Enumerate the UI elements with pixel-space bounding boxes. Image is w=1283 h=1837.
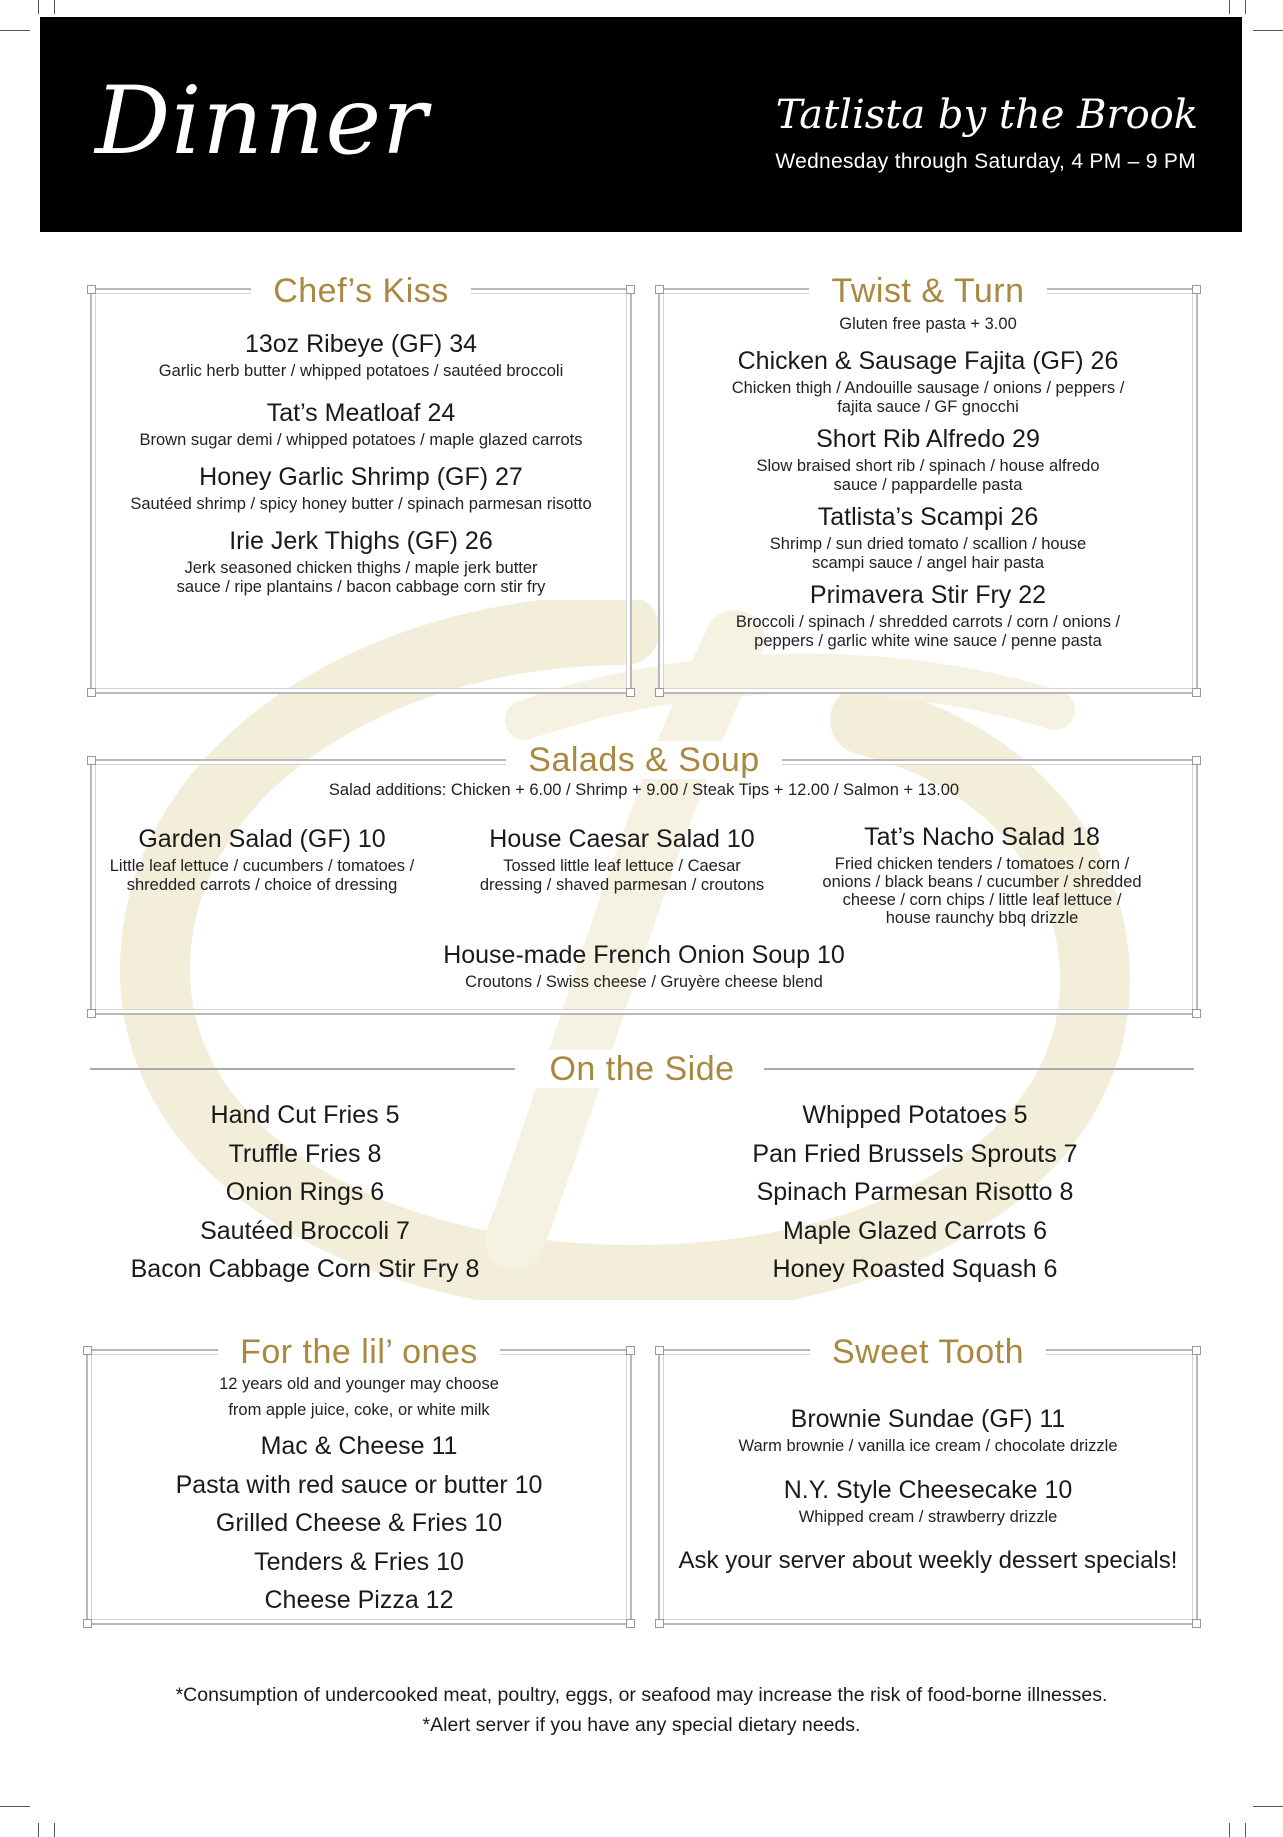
footer-disclaimer [0, 1680, 1283, 1740]
box-corner-ornament [1192, 285, 1201, 294]
list-item: Grilled Cheese & Fries 10 [215, 1509, 503, 1537]
menu-item [442, 827, 802, 895]
item-name: House-made French Onion Soup 10 [443, 941, 845, 969]
crop-mark [1229, 1823, 1230, 1837]
section-title: Twist & Turn [660, 274, 1196, 308]
item-description: Brown sugar demi / whipped potatoes / maple glazed carrots [139, 431, 583, 449]
opening-hours: Wednesday through Saturday, 4 PM – 9 PM [775, 150, 1196, 173]
list-item: Pan Fried Brussels Sprouts 7 [752, 1139, 1078, 1168]
sweet-tooth-section [658, 1333, 1198, 1625]
header-banner [40, 17, 1242, 232]
crop-mark [38, 1823, 39, 1837]
menu-item [92, 827, 432, 895]
item-description: Tossed little leaf lettuce / Caesar dressing / shaved parmesan / croutons [479, 857, 765, 894]
item-name: Tat’s Nacho Salad 18 [864, 823, 1100, 851]
box-corner-ornament [83, 1346, 92, 1355]
salad-additions-note: Salad additions: Chicken + 6.00 / Shrimp + 9.00 / Steak Tips + 12.00 / Salmon + 13.00 [328, 781, 960, 799]
item-description: Little leaf lettuce / cucumbers / tomatoes / shredded carrots / choice of dressing [109, 857, 415, 894]
page-title: Dinner [95, 67, 429, 176]
menu-item [660, 1407, 1196, 1456]
item-name: N.Y. Style Cheesecake 10 [783, 1476, 1073, 1504]
list-item: Pasta with red sauce or butter 10 [175, 1470, 543, 1499]
item-description: Croutons / Swiss cheese / Gruyère cheese blend [465, 973, 823, 991]
twist-turn-section [658, 272, 1198, 694]
list-item: Bacon Cabbage Corn Stir Fry 8 [130, 1255, 480, 1283]
item-name: House Caesar Salad 10 [489, 825, 755, 853]
menu-item [92, 943, 1196, 992]
on-the-side-section [90, 1050, 1194, 1290]
box-corner-ornament [87, 285, 96, 294]
item-name: Primavera Stir Fry 22 [809, 581, 1047, 609]
section-title: Sweet Tooth [660, 1335, 1196, 1369]
box-corner-ornament [87, 1009, 96, 1018]
menu-item [660, 427, 1196, 495]
item-name: Tatlista’s Scampi 26 [817, 503, 1039, 531]
list-item: Spinach Parmesan Risotto 8 [756, 1178, 1074, 1206]
sides-right-list [730, 1096, 1100, 1289]
menu-item [92, 332, 630, 381]
section-title: On the Side [90, 1052, 1194, 1086]
box-corner-ornament [1192, 1009, 1201, 1018]
item-name: 13oz Ribeye (GF) 34 [244, 330, 478, 358]
list-item: Whipped Potatoes 5 [802, 1101, 1028, 1129]
kids-menu-list [88, 1427, 630, 1620]
box-corner-ornament [655, 1346, 664, 1355]
box-corner-ornament [626, 1346, 635, 1355]
box-corner-ornament [655, 688, 664, 697]
menu-item [660, 505, 1196, 573]
box-corner-ornament [1192, 1619, 1201, 1628]
item-name: Short Rib Alfredo 29 [816, 425, 1040, 453]
crop-mark [1245, 1823, 1246, 1837]
item-name: Garden Salad (GF) 10 [138, 825, 386, 853]
section-title: Chef’s Kiss [92, 274, 630, 308]
menu-item [660, 1478, 1196, 1527]
list-item: Tenders & Fries 10 [254, 1547, 464, 1576]
item-description: Garlic herb butter / whipped potatoes / sautéed broccoli [158, 362, 564, 380]
list-item: Honey Roasted Squash 6 [772, 1255, 1058, 1283]
salads-soup-section [90, 741, 1198, 1015]
menu-item [802, 825, 1162, 927]
box-corner-ornament [626, 688, 635, 697]
box-corner-ornament [83, 1619, 92, 1628]
menu-item [92, 529, 630, 597]
crop-mark [38, 0, 39, 14]
box-corner-ornament [87, 688, 96, 697]
list-item: Truffle Fries 8 [228, 1139, 382, 1168]
box-corner-ornament [1192, 688, 1201, 697]
dietary-note: *Alert server if you have any special dietary needs. [422, 1714, 861, 1736]
box-corner-ornament [87, 756, 96, 765]
list-item: Onion Rings 6 [225, 1178, 385, 1206]
item-description: Chicken thigh / Andouille sausage / onions / peppers / fajita sauce / GF gnocchi [731, 379, 1125, 416]
kids-note: 12 years old and younger may choose from apple juice, coke, or white milk [219, 1375, 499, 1419]
box-corner-ornament [1192, 756, 1201, 765]
item-description: Warm brownie / vanilla ice cream / chocolate drizzle [738, 1437, 1118, 1455]
item-description: Fried chicken tenders / tomatoes / corn / onions / black beans / cucumber / shredded cheese / corn chips / little leaf lettuce / house raunchy bbq drizzle [822, 855, 1142, 927]
item-name: Brownie Sundae (GF) 11 [790, 1405, 1066, 1433]
list-item: Mac & Cheese 11 [260, 1432, 458, 1460]
section-title: For the lil’ ones [88, 1335, 630, 1369]
section-title: Salads & Soup [92, 743, 1196, 777]
item-name: Irie Jerk Thighs (GF) 26 [229, 527, 493, 555]
crop-mark [1253, 1806, 1283, 1807]
food-safety-note: *Consumption of undercooked meat, poultry, eggs, or seafood may increase the risk of food-borne illnesses. [175, 1684, 1108, 1706]
item-description: Broccoli / spinach / shredded carrots / corn / onions / peppers / garlic white wine sauce / penne pasta [735, 613, 1121, 650]
list-item: Cheese Pizza 12 [264, 1586, 454, 1614]
item-description: Sautéed shrimp / spicy honey butter / spinach parmesan risotto [130, 495, 592, 513]
chefs-kiss-section [90, 272, 632, 694]
venue-name: Tatlista by the Brook [775, 92, 1198, 138]
item-name: Chicken & Sausage Fajita (GF) 26 [737, 347, 1119, 375]
menu-item [92, 401, 630, 450]
crop-mark [1229, 0, 1230, 14]
crop-mark [0, 30, 30, 31]
item-description: Slow braised short rib / spinach / house alfredo sauce / pappardelle pasta [756, 457, 1100, 494]
sides-left-list [120, 1096, 490, 1289]
kids-section [86, 1333, 632, 1625]
item-description: Shrimp / sun dried tomato / scallion / house scampi sauce / angel hair pasta [769, 535, 1087, 572]
box-corner-ornament [626, 1619, 635, 1628]
box-corner-ornament [626, 285, 635, 294]
box-corner-ornament [1192, 1346, 1201, 1355]
crop-mark [0, 1806, 30, 1807]
crop-mark [54, 1823, 55, 1837]
crop-mark [1253, 30, 1283, 31]
menu-item [92, 465, 630, 514]
box-corner-ornament [655, 1619, 664, 1628]
crop-mark [54, 0, 55, 14]
item-description: Jerk seasoned chicken thighs / maple jerk butter sauce / ripe plantains / bacon cabbage corn stir fry [176, 559, 546, 596]
menu-item [660, 583, 1196, 651]
menu-item [660, 349, 1196, 417]
box-corner-ornament [655, 285, 664, 294]
item-description: Whipped cream / strawberry drizzle [798, 1508, 1058, 1526]
dessert-specials-note: Ask your server about weekly dessert specials! [678, 1547, 1178, 1574]
item-name: Tat’s Meatloaf 24 [266, 399, 456, 427]
list-item: Maple Glazed Carrots 6 [782, 1216, 1047, 1245]
pasta-note: Gluten free pasta + 3.00 [839, 315, 1017, 333]
list-item: Hand Cut Fries 5 [210, 1101, 400, 1129]
crop-mark [1245, 0, 1246, 14]
list-item: Sautéed Broccoli 7 [200, 1216, 410, 1245]
item-name: Honey Garlic Shrimp (GF) 27 [199, 463, 523, 491]
